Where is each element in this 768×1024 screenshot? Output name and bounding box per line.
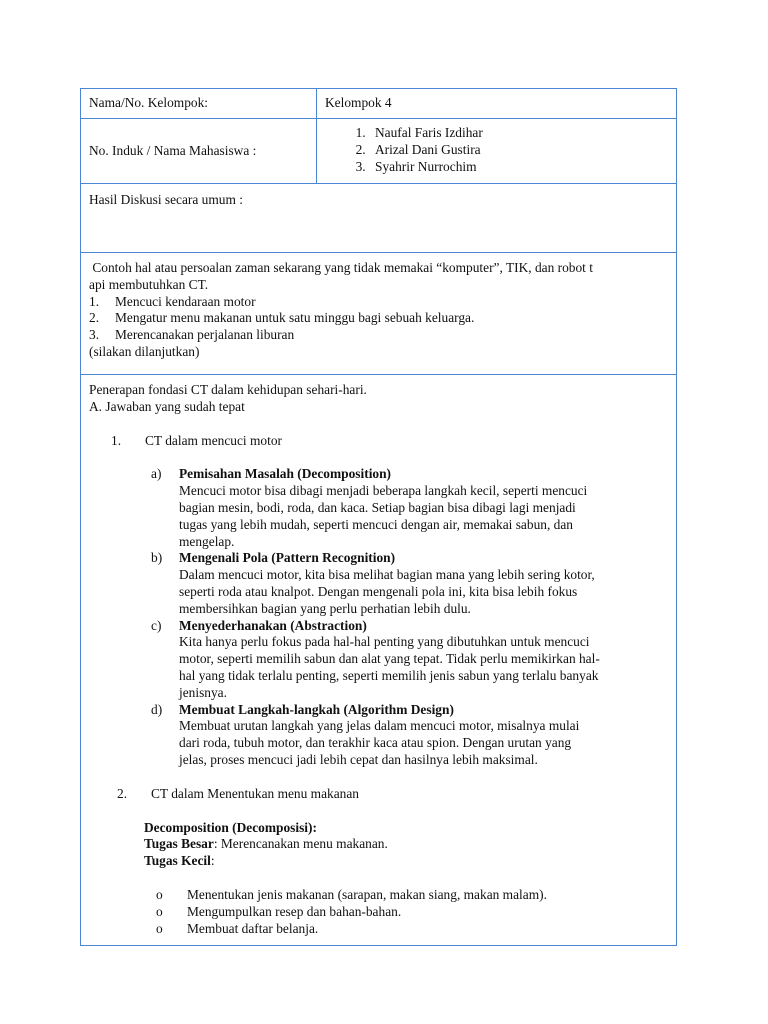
step-text-line: hal yang tidak terlalu penting, seperti memilih jenis sabun yang terlalu banyak (179, 667, 599, 683)
members-label: No. Induk / Nama Mahasiswa : (89, 142, 257, 158)
application-cell (81, 375, 677, 946)
application-subheading: A. Jawaban yang sudah tepat (89, 398, 245, 414)
bullet-marker: o (156, 920, 163, 936)
example-number: 3. (89, 327, 100, 343)
section-meal-menu (89, 786, 668, 803)
example-item (89, 294, 668, 311)
ct-step (151, 466, 668, 550)
member-item: 3. Syahrir Nurrochim (369, 159, 668, 176)
step-letter: a) (151, 466, 162, 482)
decomposition-block (89, 820, 668, 870)
group-label: Nama/No. Kelompok: (89, 95, 209, 111)
members-label-cell (81, 119, 317, 184)
step-text-line: bagian mesin, bodi, roda, dan kaca. Setiap bagian bisa dibagi lagi menjadi (179, 499, 576, 515)
section-number: 1. (111, 432, 122, 448)
group-value-cell (317, 89, 677, 119)
step-text-line: Dalam mencuci motor, kita bisa melihat bagian mana yang lebih sering kotor, (179, 567, 595, 583)
section-number: 2. (117, 785, 128, 801)
members-row (81, 119, 677, 184)
step-text-line: mengelap. (179, 533, 235, 549)
step-text-line: membersihkan bagian yang perlu perhatian lebih dulu. (179, 600, 471, 616)
small-task-text: Membuat daftar belanja. (187, 920, 319, 936)
group-report-table (80, 88, 677, 946)
big-task-text: : Merencanakan menu makanan. (213, 836, 388, 852)
discussion-row (81, 184, 677, 253)
step-title: Pemisahan Masalah (Decomposition) (179, 466, 392, 482)
examples-row (81, 253, 677, 375)
ct-step (151, 550, 668, 617)
big-task-label: Tugas Besar (144, 836, 214, 852)
example-item (89, 310, 668, 327)
small-task-label: Tugas Kecil (144, 853, 211, 869)
discussion-cell (81, 184, 677, 253)
members-value-cell (317, 119, 677, 184)
section-washing-motor (89, 433, 668, 450)
step-text-line: Mencuci motor bisa dibagi menjadi beberapa langkah kecil, seperti mencuci (179, 483, 588, 499)
example-number: 1. (89, 293, 100, 309)
small-task-line (144, 853, 668, 870)
step-text-line: Kita hanya perlu fokus pada hal-hal penting yang dibutuhkan untuk mencuci (179, 634, 590, 650)
examples-intro-line-1: Contoh hal atau persoalan zaman sekarang yang tidak memakai “komputer”, TIK, dan robot t (89, 260, 593, 275)
bullet-marker: o (156, 903, 163, 919)
step-letter: c) (151, 617, 162, 633)
members-list (325, 125, 668, 175)
group-value: Kelompok 4 (325, 95, 392, 111)
small-task-text: Mengumpulkan resep dan bahan-bahan. (187, 903, 402, 919)
step-text-line: tugas yang lebih mudah, seperti mencuci dengan air, memakai sabun, dan (179, 516, 573, 532)
example-text: Mencuci kendaraan motor (115, 293, 256, 309)
group-label-cell (81, 89, 317, 119)
ct-steps-list (89, 466, 668, 768)
step-title: Mengenali Pola (Pattern Recognition) (179, 550, 396, 566)
examples-cell (81, 253, 677, 375)
step-text-line: jenisnya. (179, 684, 227, 700)
section-title: CT dalam mencuci motor (145, 432, 282, 448)
group-row (81, 89, 677, 119)
examples-note: (silakan dilanjutkan) (89, 343, 200, 359)
ct-step (151, 702, 668, 769)
example-text: Mengatur menu makanan untuk satu minggu bagi sebuah keluarga. (115, 310, 475, 326)
member-item: 2. Arizal Dani Gustira (369, 142, 668, 159)
step-text-line: motor, seperti memilih sabun dan alat yang tepat. Tidak perlu memikirkan hal- (179, 651, 600, 667)
small-task-text: Menentukan jenis makanan (sarapan, makan siang, makan malam). (187, 886, 547, 902)
application-row (81, 375, 677, 946)
step-text-line: jelas, proses mencuci jadi lebih cepat dan hasilnya lebih maksimal. (179, 751, 538, 767)
step-text-line: dari roda, tubuh motor, dan terakhir kaca atau spion. Dengan urutan yang (179, 735, 572, 751)
small-task-list (89, 887, 668, 937)
ct-step (151, 618, 668, 702)
examples-intro-line-2: api membutuhkan CT. (89, 276, 209, 292)
small-task-item (156, 887, 668, 904)
step-text-line: seperti roda atau knalpot. Dengan mengenali pola ini, kita bisa lebih fokus (179, 583, 578, 599)
step-title: Menyederhanakan (Abstraction) (179, 617, 367, 633)
section-title: CT dalam Menentukan menu makanan (151, 785, 359, 801)
application-intro: Penerapan fondasi CT dalam kehidupan sehari-hari. (89, 382, 367, 397)
member-item: 1. Naufal Faris Izdihar (369, 125, 668, 142)
small-task-item (156, 904, 668, 921)
decomposition-title: Decomposition (Decomposisi): (144, 819, 317, 835)
step-title: Membuat Langkah-langkah (Algorithm Design) (179, 701, 454, 717)
big-task-line (144, 836, 668, 853)
step-letter: d) (151, 701, 163, 717)
small-task-text: : (210, 853, 215, 869)
bullet-marker: o (156, 886, 163, 902)
example-item (89, 327, 668, 344)
example-number: 2. (89, 310, 100, 326)
example-text: Merencanakan perjalanan liburan (115, 327, 295, 343)
step-text-line: Membuat urutan langkah yang jelas dalam mencuci motor, misalnya mulai (179, 718, 580, 734)
step-letter: b) (151, 550, 163, 566)
small-task-item (156, 921, 668, 938)
discussion-label: Hasil Diskusi secara umum : (89, 192, 243, 207)
